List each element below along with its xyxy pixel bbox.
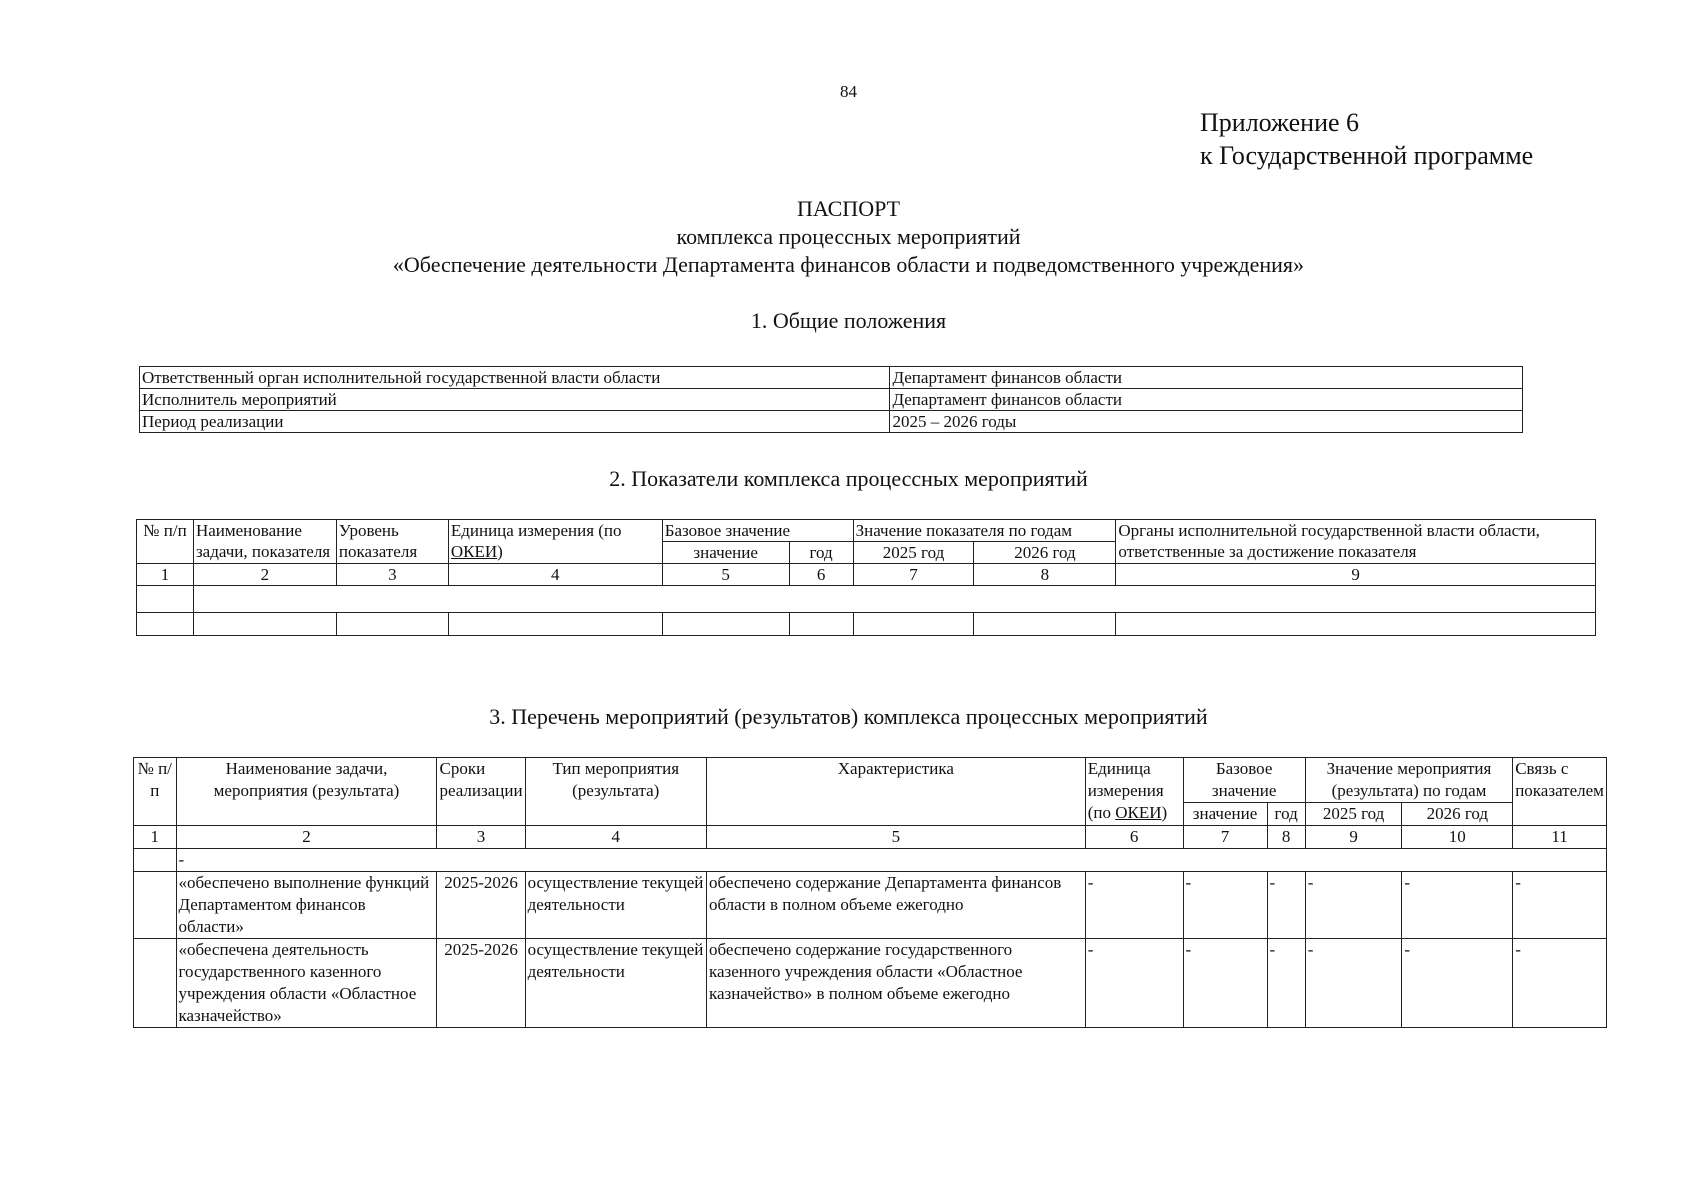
dash-cell: - <box>1513 872 1607 939</box>
header-by-years: Значение мероприятия (результата) по годам <box>1305 758 1512 803</box>
dash-cell: - <box>1305 939 1402 1028</box>
section-2-heading: 2. Показатели комплекса процессных мероприятий <box>609 466 1088 491</box>
row-label: Период реализации <box>140 411 890 433</box>
section-1-heading: 1. Общие положения <box>750 308 947 333</box>
table-row <box>137 613 1596 636</box>
table-header-row <box>134 758 1607 803</box>
header-base: Базовое значение <box>662 520 853 542</box>
empty-cell <box>853 613 974 636</box>
col-number: 4 <box>525 826 706 849</box>
header-2026: 2026 год <box>1402 803 1513 826</box>
row-label: Исполнитель мероприятий <box>140 389 890 411</box>
header-base-year: год <box>789 542 853 564</box>
activity-name: «обеспечена деятельность государственного казенного учреждения области «Областное казначейство» <box>176 939 437 1028</box>
header-unit: Единица измерения (по ОКЕИ) <box>1085 758 1183 826</box>
dash-cell: - <box>1267 939 1305 1028</box>
col-number: 4 <box>448 564 662 586</box>
okei-link[interactable]: ОКЕИ <box>1115 803 1162 822</box>
dash-cell: - <box>1402 939 1513 1028</box>
column-number-row <box>134 826 1607 849</box>
dash-cell: - <box>1267 872 1305 939</box>
activity-name: «обеспечено выполнение функций Департаментом финансов области» <box>176 872 437 939</box>
empty-task-cell <box>193 586 1595 613</box>
col-number: 2 <box>176 826 437 849</box>
general-provisions-table <box>139 366 1523 433</box>
col-number: 5 <box>662 564 789 586</box>
col-number: 3 <box>336 564 448 586</box>
header-base-year: год <box>1267 803 1305 826</box>
dash-cell: - <box>1085 939 1183 1028</box>
col-number: 1 <box>134 826 177 849</box>
activity-type: осуществление текущей деятельности <box>525 872 706 939</box>
header-by-years: Значение показателя по годам <box>853 520 1116 542</box>
activity-terms: 2025-2026 <box>437 939 525 1028</box>
empty-cell <box>193 613 336 636</box>
header-base: Базовое значение <box>1183 758 1305 803</box>
dash-cell: - <box>1183 872 1267 939</box>
col-number: 9 <box>1305 826 1402 849</box>
section-3-heading: 3. Перечень мероприятий (результатов) комплекса процессных мероприятий <box>489 704 1208 729</box>
col-number: 9 <box>1116 564 1596 586</box>
table-row <box>134 849 1607 872</box>
header-terms: Сроки реализации <box>437 758 525 826</box>
activity-characteristic: обеспечено содержание Департамента финансов области в полном объеме ежегодно <box>706 872 1085 939</box>
table-row <box>140 389 1523 411</box>
activity-type: осуществление текущей деятельности <box>525 939 706 1028</box>
col-number: 8 <box>974 564 1116 586</box>
empty-cell <box>1116 613 1596 636</box>
header-link: Связь с показателем <box>1513 758 1607 826</box>
row-value: Департамент финансов области <box>890 367 1523 389</box>
title-line-2: комплекса процессных мероприятий <box>676 224 1021 249</box>
activity-terms: 2025-2026 <box>437 872 525 939</box>
col-number: 7 <box>853 564 974 586</box>
indicators-table <box>136 519 1596 636</box>
row-label: Ответственный орган исполнительной государственной власти области <box>140 367 890 389</box>
appendix-line-1: Приложение 6 <box>1200 108 1360 137</box>
empty-cell <box>137 586 194 613</box>
table-row <box>140 411 1523 433</box>
okei-link[interactable]: ОКЕИ <box>450 542 498 561</box>
empty-cell <box>134 939 177 1028</box>
header-characteristic: Характеристика <box>706 758 1085 826</box>
empty-cell <box>336 613 448 636</box>
appendix-line-2: к Государственной программе <box>1200 141 1534 170</box>
col-number: 5 <box>706 826 1085 849</box>
page-number: 84 <box>840 82 857 101</box>
empty-cell <box>134 872 177 939</box>
empty-cell <box>448 613 662 636</box>
col-number: 10 <box>1402 826 1513 849</box>
table-row <box>140 367 1523 389</box>
empty-cell <box>789 613 853 636</box>
table-row <box>137 586 1596 613</box>
header-name: Наименование задачи, показателя <box>193 520 336 564</box>
col-number: 11 <box>1513 826 1607 849</box>
task-row-cell: - <box>176 849 1607 872</box>
dash-cell: - <box>1402 872 1513 939</box>
title-line-3: «Обеспечение деятельности Департамента финансов области и подведомственного учреждения» <box>392 252 1305 277</box>
row-value: 2025 – 2026 годы <box>890 411 1523 433</box>
empty-cell <box>662 613 789 636</box>
activities-table <box>133 757 1607 1028</box>
dash-cell: - <box>1183 939 1267 1028</box>
header-unit: Единица измерения (по ОКЕИ) <box>448 520 662 564</box>
table-row <box>134 872 1607 939</box>
header-num: № п/п <box>137 520 194 564</box>
col-number: 7 <box>1183 826 1267 849</box>
header-bodies: Органы исполнительной государственной власти области, ответственные за достижение показателя <box>1116 520 1596 564</box>
header-base-value: значение <box>662 542 789 564</box>
header-level: Уровень показателя <box>336 520 448 564</box>
table-row <box>134 939 1607 1028</box>
column-number-row <box>137 564 1596 586</box>
header-2026: 2026 год <box>974 542 1116 564</box>
header-name: Наименование задачи, мероприятия (результата) <box>176 758 437 826</box>
title-line-1: ПАСПОРТ <box>796 196 901 221</box>
row-value: Департамент финансов области <box>890 389 1523 411</box>
table-header-row <box>137 520 1596 542</box>
header-type: Тип мероприятия (результата) <box>525 758 706 826</box>
dash-cell: - <box>1085 872 1183 939</box>
header-2025: 2025 год <box>1305 803 1402 826</box>
empty-cell <box>137 613 194 636</box>
col-number: 2 <box>193 564 336 586</box>
document-title <box>0 195 1697 279</box>
empty-cell <box>134 849 177 872</box>
dash-cell: - <box>1305 872 1402 939</box>
col-number: 3 <box>437 826 525 849</box>
header-num: № п/п <box>134 758 177 826</box>
header-2025: 2025 год <box>853 542 974 564</box>
header-base-value: значение <box>1183 803 1267 826</box>
dash-cell: - <box>1513 939 1607 1028</box>
col-number: 1 <box>137 564 194 586</box>
col-number: 6 <box>789 564 853 586</box>
activity-characteristic: обеспечено содержание государственного казенного учреждения области «Областное казначейство» в полном объеме ежегодно <box>706 939 1085 1028</box>
col-number: 6 <box>1085 826 1183 849</box>
appendix-caption <box>1200 106 1533 172</box>
col-number: 8 <box>1267 826 1305 849</box>
empty-cell <box>974 613 1116 636</box>
